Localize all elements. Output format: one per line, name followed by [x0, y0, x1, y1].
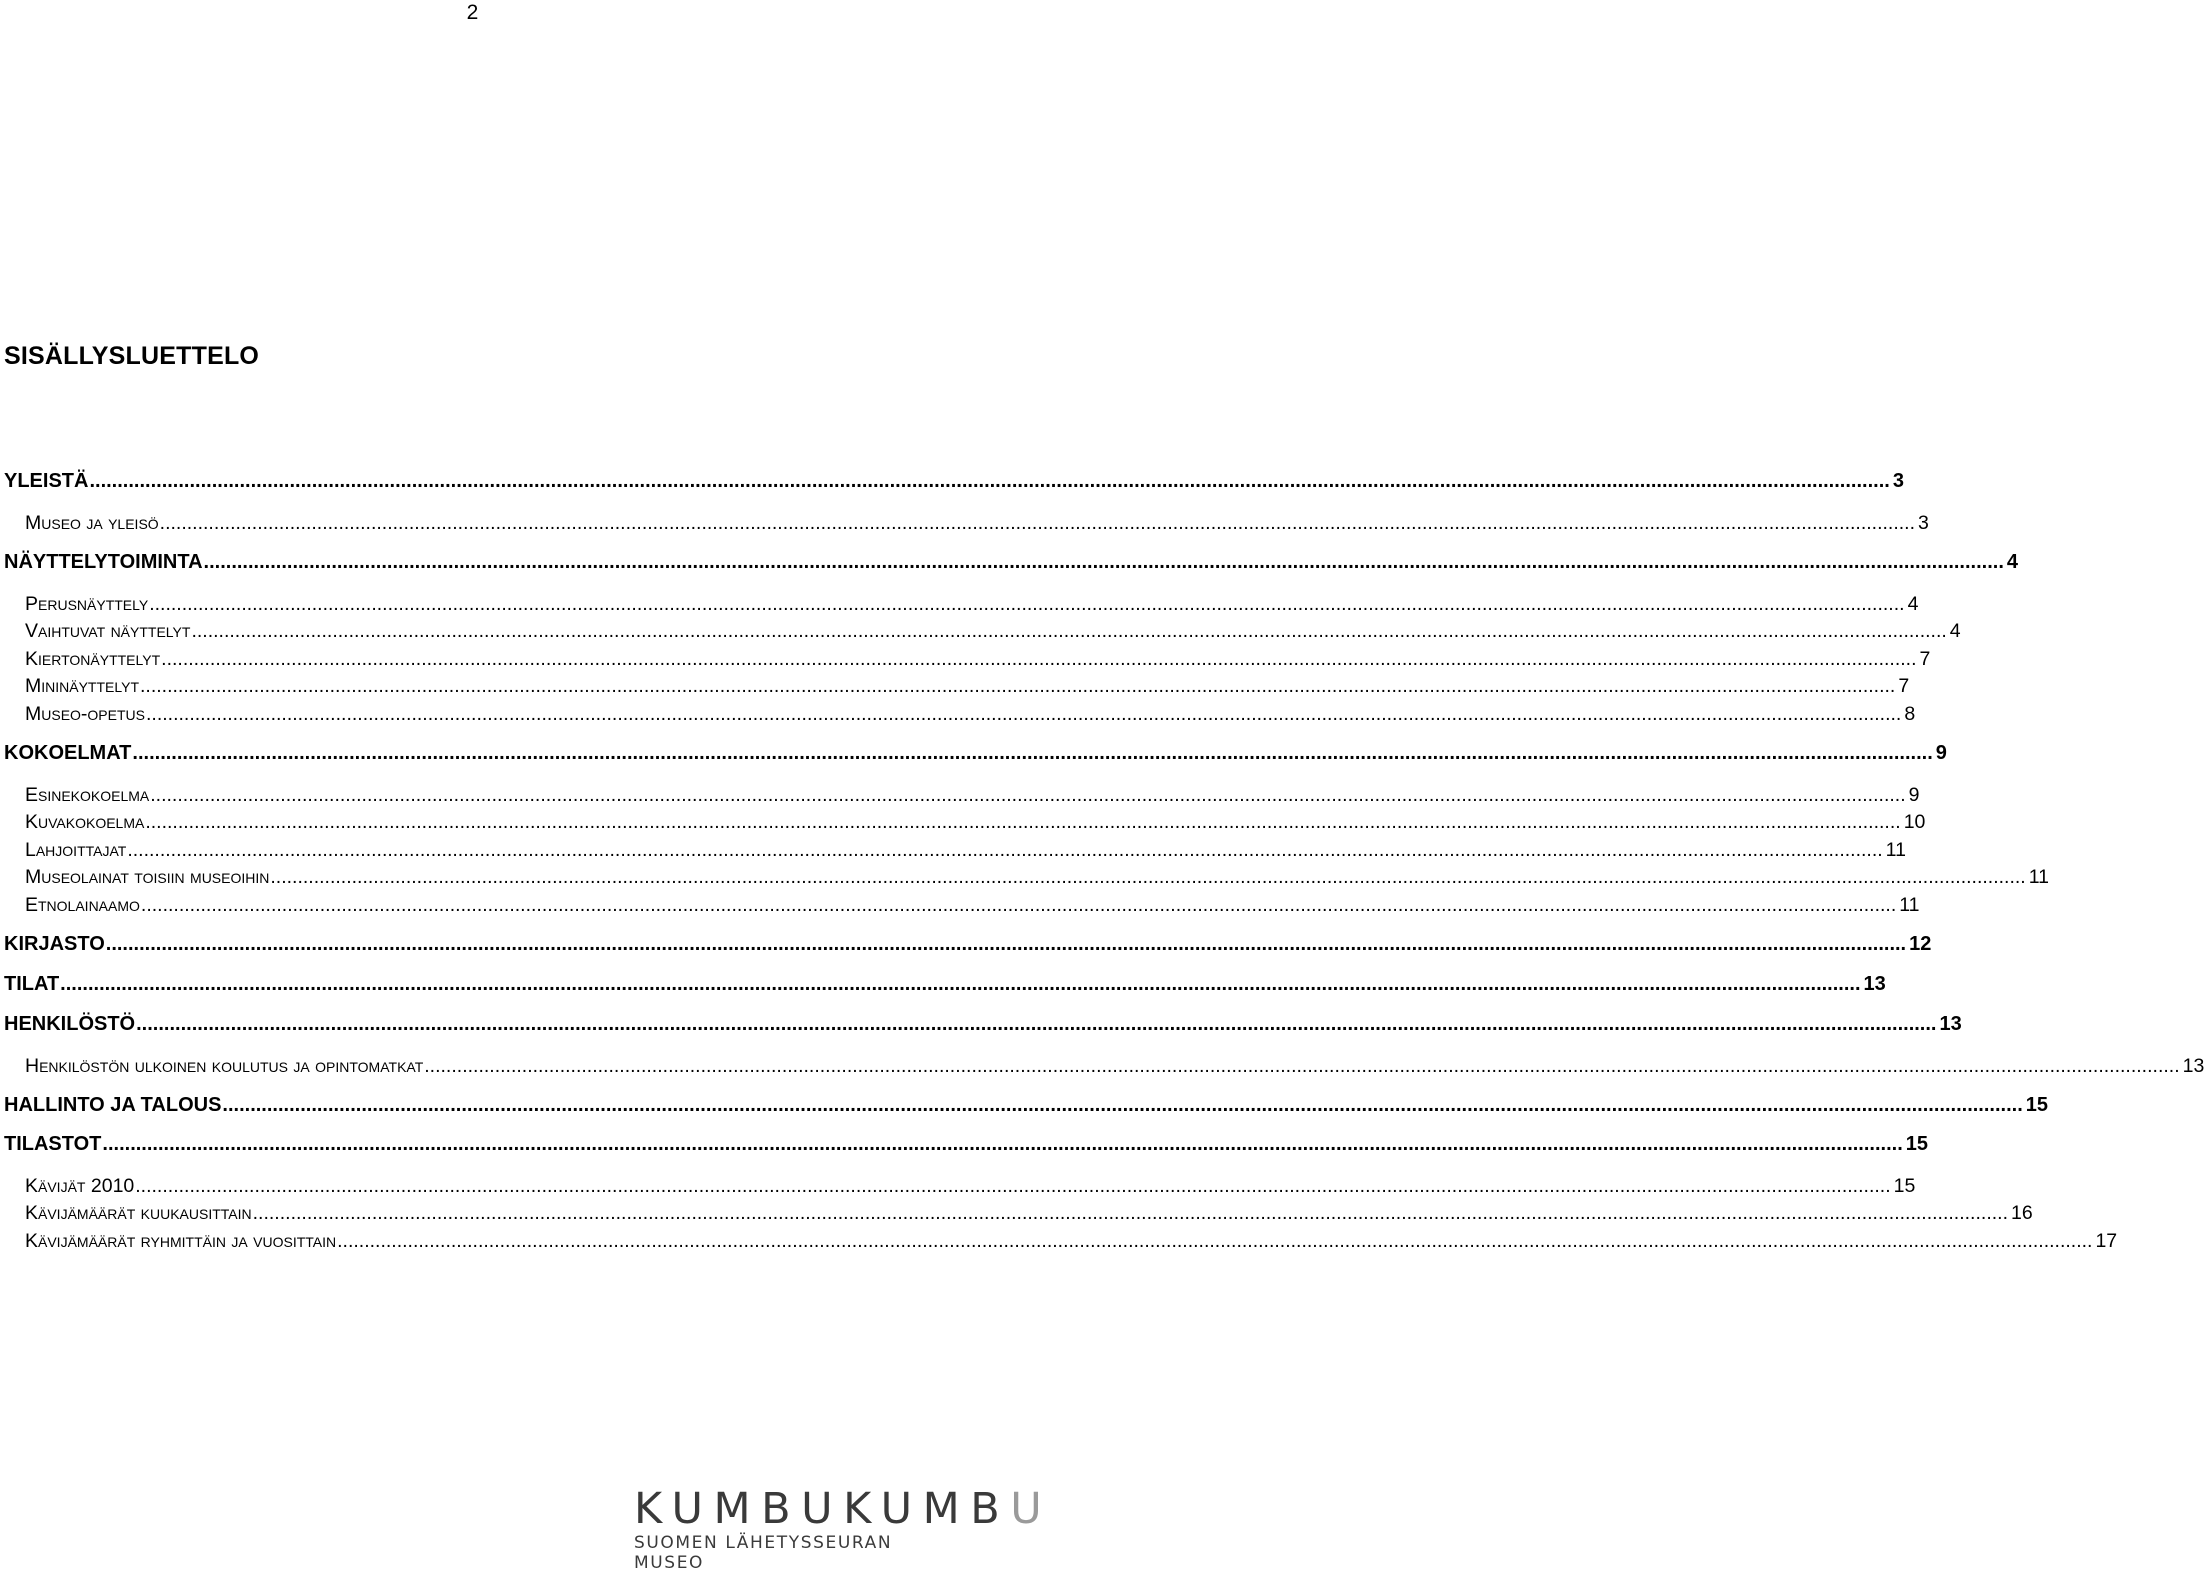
toc-entry-label: Henkilöstön ulkoinen koulutus ja opintomatkat	[25, 1055, 424, 1077]
toc-entry-label: Kävijät 2010	[25, 1175, 135, 1197]
toc-entry[interactable]	[25, 784, 1920, 810]
toc-dot-leader	[337, 1230, 2092, 1253]
toc-entry-page: 7	[1919, 648, 1931, 670]
toc-dot-leader	[135, 1175, 1890, 1198]
toc-entry[interactable]	[4, 1013, 1962, 1039]
toc-entry-page: 11	[2028, 866, 2049, 888]
toc-entry-page: 15	[2025, 1094, 2049, 1116]
toc-dot-leader	[424, 1055, 2179, 1078]
toc-dot-leader	[60, 973, 1860, 996]
toc-entry-label: Lahjoittajat	[25, 839, 127, 861]
toc-entry-page: 13	[1863, 973, 1886, 995]
toc-entry[interactable]	[25, 1202, 2033, 1228]
toc-entry-label: Etnolainaamo	[25, 894, 140, 916]
toc-entry-page: 15	[1905, 1133, 1929, 1155]
toc-dot-leader	[106, 933, 1906, 956]
page-number: 2	[466, 1, 479, 24]
toc-entry[interactable]	[25, 675, 1910, 701]
toc-entry-page: 9	[1935, 742, 1947, 764]
toc-entry[interactable]	[25, 894, 1920, 920]
toc-dot-leader	[149, 593, 1904, 616]
toc-entry-label: Museolainat toisiin museoihin	[25, 866, 270, 888]
toc-entry[interactable]	[25, 1175, 1916, 1201]
toc-entry-page: 15	[1893, 1175, 1916, 1197]
toc-entry[interactable]	[4, 1094, 2049, 1120]
toc-dot-leader	[270, 866, 2025, 889]
toc-entry-page: 13	[1939, 1013, 1962, 1035]
toc-entry[interactable]	[25, 811, 1926, 837]
toc-entry-page: 16	[2010, 1202, 2033, 1224]
toc-entry-page: 3	[1918, 512, 1929, 534]
toc-entry-label: NÄYTTELYTOIMINTA	[4, 551, 203, 573]
logo-wordmark: KUMBUKUMBU	[634, 1484, 1053, 1534]
kumbukumbu-logo	[634, 1484, 1053, 1573]
toc-entry-label: TILAT	[4, 973, 60, 995]
toc-entry[interactable]	[4, 933, 1932, 959]
toc-entry-label: KOKOELMAT	[4, 742, 132, 764]
toc-entry-label: Museo-opetus	[25, 703, 145, 725]
toc-entry[interactable]	[4, 742, 1947, 768]
toc-entry-page: 17	[2095, 1230, 2118, 1252]
toc-entry-label: Kuvakokoelma	[25, 811, 145, 833]
toc-entry-label: Kiertonäyttelyt	[25, 648, 161, 670]
toc-entry-label: KIRJASTO	[4, 933, 105, 955]
toc-entry[interactable]	[25, 839, 1906, 865]
toc-entry[interactable]	[4, 1133, 1929, 1159]
toc-entry-label: Vaihtuvat näyttelyt	[25, 620, 191, 642]
toc-title: SISÄLLYSLUETTELO	[4, 342, 260, 370]
toc-entry-label: HENKILÖSTÖ	[4, 1013, 136, 1035]
toc-entry-page: 12	[1909, 933, 1932, 955]
toc-dot-leader	[89, 470, 1889, 493]
toc-entry-label: TILASTOT	[4, 1133, 102, 1155]
toc-entry[interactable]	[25, 1055, 2204, 1081]
toc-entry[interactable]	[25, 703, 1916, 729]
toc-entry-page: 11	[1885, 839, 1906, 861]
toc-entry-label: Perusnäyttely	[25, 593, 149, 615]
toc-dot-leader	[191, 620, 1946, 643]
toc-entry-label: YLEISTÄ	[4, 470, 89, 492]
toc-entry-page: 8	[1904, 703, 1916, 725]
toc-dot-leader	[127, 839, 1882, 862]
toc-entry-page: 4	[1949, 620, 1961, 642]
toc-entry-page: 7	[1898, 675, 1910, 697]
toc-dot-leader	[222, 1094, 2022, 1117]
toc-dot-leader	[253, 1202, 2008, 1225]
toc-entry-page: 9	[1908, 784, 1920, 806]
toc-dot-leader	[141, 894, 1896, 917]
toc-entry[interactable]	[4, 551, 2019, 577]
toc-entry-page: 3	[1892, 470, 1904, 492]
toc-entry[interactable]	[4, 470, 1904, 496]
toc-entry-page: 10	[1903, 811, 1926, 833]
toc-entry[interactable]	[4, 973, 1886, 999]
toc-entry[interactable]	[25, 1230, 2118, 1256]
toc-dot-leader	[140, 675, 1895, 698]
toc-entry[interactable]	[25, 648, 1931, 674]
toc-entry-page: 4	[1907, 593, 1919, 615]
toc-dot-leader	[136, 1013, 1936, 1036]
toc-dot-leader	[145, 811, 1900, 834]
toc-dot-leader	[132, 742, 1932, 765]
toc-entry[interactable]	[25, 593, 1919, 619]
toc-entry-label: Museo ja yleisö	[25, 512, 159, 534]
toc-entry-page: 11	[1899, 894, 1920, 916]
toc-dot-leader	[146, 703, 1901, 726]
toc-entry-label: Mininäyttelyt	[25, 675, 139, 697]
toc-dot-leader	[150, 784, 1905, 807]
toc-dot-leader	[102, 1133, 1902, 1156]
toc-entry-page: 13	[2182, 1055, 2204, 1077]
toc-entry-label: Kävijämäärät ryhmittäin ja vuosittain	[25, 1230, 337, 1252]
toc-dot-leader	[161, 648, 1916, 671]
toc-entry-label: HALLINTO JA TALOUS	[4, 1094, 222, 1116]
toc-entry-label: Esinekokoelma	[25, 784, 150, 806]
toc-entry-page: 4	[2006, 551, 2019, 573]
toc-entry[interactable]	[25, 620, 1961, 646]
toc-entry-label: Kävijämäärät kuukausittain	[25, 1202, 252, 1224]
logo-subtitle: SUOMEN LÄHETYSSEURAN MUSEO	[634, 1533, 893, 1573]
toc-entry[interactable]	[25, 866, 2049, 892]
toc-dot-leader	[160, 512, 1915, 535]
toc-entry[interactable]	[25, 512, 1929, 538]
toc-dot-leader	[204, 551, 2004, 574]
